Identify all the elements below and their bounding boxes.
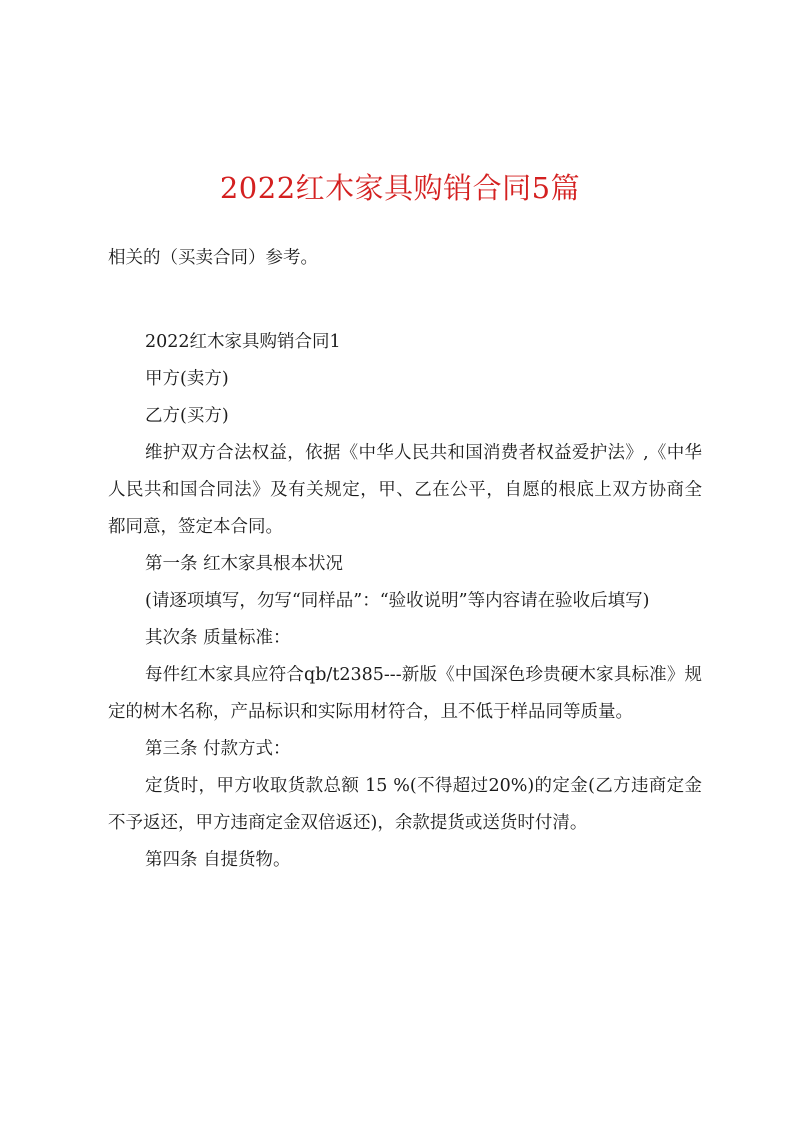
paragraph-party-b: 乙方(买方) <box>145 406 229 426</box>
document-body <box>108 324 702 879</box>
paragraph-article-1: 第一条 红木家具根本状况 <box>145 554 344 574</box>
paragraph-article-3: 第三条 付款方式： <box>145 739 291 759</box>
paragraph-preamble: 维护双方合法权益，依据《中华人民共和国消费者权益爱护法》,《中华人民共和国合同法》及有关规定，甲、乙在公平，自愿的根底上双方协商全都同意，签定本合同。 <box>108 443 702 537</box>
paragraph-contract-heading: 2022红木家具购销合同1 <box>145 332 341 352</box>
intro-text: 相关的（买卖合同）参考。 <box>108 248 318 268</box>
paragraph-article-2: 其次条 质量标准： <box>145 628 291 648</box>
paragraph-party-a: 甲方(卖方) <box>145 369 229 389</box>
paragraph-article-2-text: 每件红木家具应符合qb/t2385---新版《中国深色珍贵硬木家具标准》规定的树木名称，产品标识和实际用材符合，且不低于样品同等质量。 <box>108 665 702 722</box>
paragraph-article-1-note: (请逐项填写，勿写“同样品”：“验收说明”等内容请在验收后填写) <box>145 591 650 611</box>
paragraph-article-4: 第四条 自提货物。 <box>145 850 291 870</box>
document-title: 2022红木家具购销合同5篇 <box>219 171 581 205</box>
paragraph-article-3-text: 定货时，甲方收取货款总额 15 %(不得超过20%)的定金(乙方违商定金不予返还，甲方违商定金双倍返还)，余款提货或送货时付清。 <box>108 776 702 833</box>
